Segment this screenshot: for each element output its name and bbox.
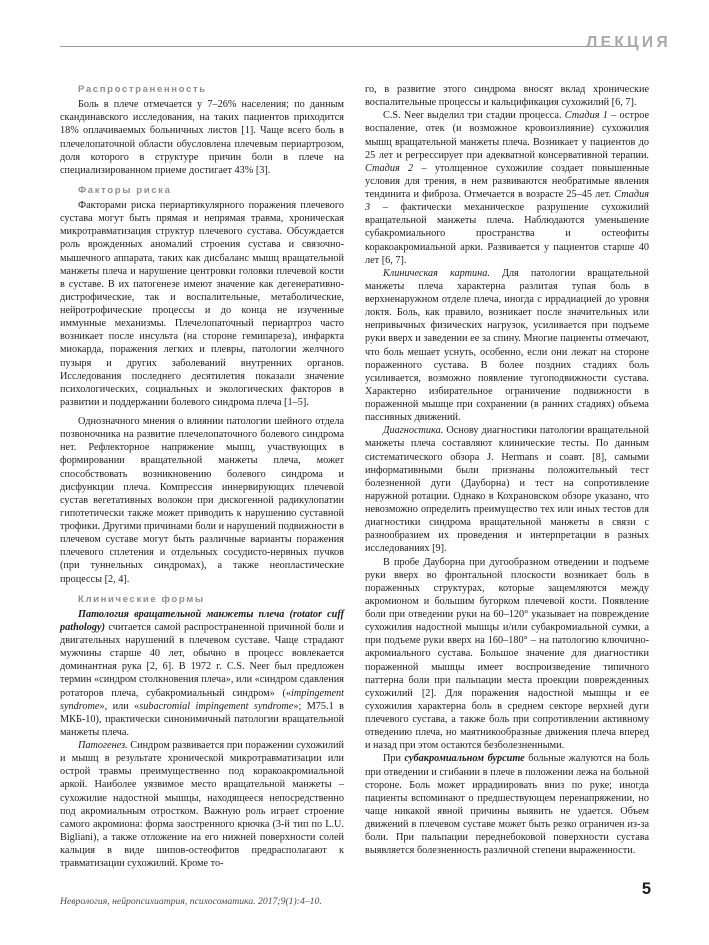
italic-term: impingement syndrome xyxy=(60,687,344,712)
paragraph xyxy=(365,752,649,857)
lead-term: субакромиальном бурсите xyxy=(404,753,525,765)
right-column xyxy=(365,83,649,857)
paragraph: го, в развитие этого синдрома вносят вклад хронические воспалительные процессы и кальцификация сухожилий [6, 7]. xyxy=(365,84,649,109)
text-run: C.S. Neer выделил три стадии процесса. xyxy=(383,110,565,122)
italic-term: subacromial impingement syndrome xyxy=(139,700,294,712)
text-run: Для патологии вращательной манжеты плеча характерна разлитая тупая боль в верхненаружном отделе плеча, иногда с иррадиацией до уровня локтя. Боль, как правило, возникает после значительных или непривычных физических нагрузок, усиливается при подъеме руки вверх и заведении ее за спину. Многие пациенты отмечают, что боль мешает уснуть, особенно, если они лежат на стороне пораженного сустава. В более поздних стадиях боль усиливается, возможно появление тугоподвижности сустава. Характерно избирательное ограничение подвижности в пораженной мышце при сохранении (в ранних стадиях) объема пассивных движений. xyxy=(365,267,649,424)
stage-label: Стадия 3 xyxy=(365,189,649,214)
section-heading-clinical-forms: Клинические формы xyxy=(78,593,205,605)
header-rule xyxy=(60,46,639,47)
section-heading-risk-factors: Факторы риска xyxy=(78,184,172,196)
text-run: считается самой распространенной причиной боли и двигательных нарушений в плечевом суставе. Чаще страдают мужчины старше 40 лет, обычно в процесс вовлекается доминантная рука [2, 6]. В 1972 г. C.S. Neer был предложен термин «синдром столкновения плеча», или «синдром сдавления ротаторов плеча, субакромиальный синдром» (« xyxy=(60,621,344,699)
journal-citation: Неврология, нейропсихиатрия, психосоматика. 2017;9(1):4–10. xyxy=(60,896,322,907)
text-run: », или « xyxy=(99,700,140,712)
section-label: ЛЕКЦИЯ xyxy=(586,34,671,51)
text-run: Синдром развивается при поражении сухожилий и мышц в результате хронической микротравматизации или острой травмы преимущественно под коракоакромиальной аркой. Наиболее уязвимое место вращательной манжеты – сухожилие надостной мышцы, находящееся непосредственно под акромиальным отростком. Важную роль играет строение самого акромиона: форма заостренного крючка (3-й тип по L.U. Bigliani), а также отложение на его нижней поверхности солей кальция в виде шипов-остеофитов предрасполагают к травматизации сухожилий. Кроме то- xyxy=(60,740,344,870)
text-run: При xyxy=(383,753,405,765)
subheading-pathogenesis: Патогенез. xyxy=(78,740,128,751)
text-run: – фактически механическое разрушение сухожилий вращательной манжеты плеча. Наблюдаются уменьшение субакромиального пространства и остеофиты коракоакромиальной арки. Развивается у пациентов старше 40 лет [6, 7]. xyxy=(365,202,649,266)
paragraph: Однозначного мнения о влиянии патологии шейного отдела позвоночника на развитие плечелопаточного болевого синдрома нет. Рефлекторное напряжение мышц, участвующих в формировании вращательной манжеты плеча, может способствовать возникновению болевого синдрома и дисфункции плеча. Компрессия иннервирующих плечевой сустав вегетативных волокон при дискогенной радикулопатии гипотетически также может приводить к нарушению суставной трофики. Другими причинами боли и нарушений подвижности в плечевом суставе могут быть различные варианты поражения плечевого сплетения и отдельных сосудисто-нервных пучков (при туннельных синдромах), а также неопластические процессы [2, 4]. xyxy=(60,416,344,585)
paragraph xyxy=(365,267,649,425)
page-number: 5 xyxy=(641,880,651,898)
paragraph: Факторами риска периартикулярного поражения плечевого сустава могут быть прямая и непрямая травма, хроническая микротравматизация структур плечевого сустава. Обсуждается роль врожденных аномалий строения сустава и связочно-мышечного аппарата, таких как дисбаланс мышц вращательной манжеты плеча и нарушение центровки головки плечевой кости в суставе. В их патогенезе имеют значение как дегенеративно-дистрофические, так и воспалительные, метаболические, нейротрофические процессы и до конца не изученные иммунные механизмы. Плечелопаточный периартроз часто возникает после инсульта (на стороне гемипареза), инфаркта миокарда, поражения легких и плевры, патологии желчного пузыря и других заболеваний внутренних органов. Исследования последнего десятилетия показали значение психологических, социальных и экологических факторов в развитии и поддержании болевого синдрома плеча [1–5]. xyxy=(60,200,344,408)
text-run: »; M75.1 в МКБ-10), практически синонимичный патологии вращательной манжеты плеча. xyxy=(60,700,344,738)
text-run: – утолщенное сухожилие создает повышенные условия для трения, в нем развиваются необратимые явления тендинита и фиброза. Отмечается в возрасте 25–45 лет. xyxy=(365,162,649,200)
subheading-diagnostics: Диагностика. xyxy=(383,425,444,437)
section-heading-prevalence: Распространенность xyxy=(78,84,207,95)
paragraph xyxy=(60,608,344,739)
stage-label: Стадия 2 xyxy=(365,162,414,174)
text-run: больные жалуются на боль при отведении и сгибании в плече в положении лежа на больной стороне. Боль может иррадиировать вниз по руке; иногда пациенты вспоминают о предшествующем перенапряжении, но чаще никакой явной причины выявить не удается. Объем движений в плечевом суставе может быть резко ограничен из-за боли. При пальпации переднебоковой поверхности сустава выявляется болезненность различной степени выраженности. xyxy=(365,753,649,857)
paragraph xyxy=(60,739,344,870)
left-column xyxy=(60,83,344,870)
paragraph xyxy=(365,424,649,555)
lead-term: Патология вращательной манжеты плеча (rotator cuff pathology) xyxy=(60,608,344,633)
stage-label: Стадия 1 xyxy=(564,110,608,122)
paragraph xyxy=(365,109,649,267)
text-run: Основу диагностики патологии вращательной манжеты плеча составляют клинические тесты. По данным систематического обзора J. Hermans и соавт. [8], самыми информативными были признаны положительный тест болезненной дуги (Дауборна) и тест на сопротивление наружной ротации. Однако в Кохрановском обзоре указано, что невозможно определить преимущество тех или иных тестов для диагностики синдрома вращательной манжеты в связи с разнообразием их проведения и интерпретации в разных исследованиях [9]. xyxy=(365,425,649,555)
paragraph: В пробе Дауборна при дугообразном отведении и подъеме руки вверх во фронтальной плоскости возникает боль в пораженных структурах, которые защемляются между акромионом и большим бугорком плечевой кости. Появление боли при отведении руки на 60–120° указывает на повреждение сухожилия надостной мышцы и/или субакромиальной сумки, а при подъеме руки вверх на 160–180° – на патологию ключично-акромиального сустава. Большое значение для диагностики пораженной мышцы имеет воспроизведение типичного паттерна боли при пальпации места проекции поврежденных сухожилий [2]. Для поражения надостной мышцы и ее сухожилия характерна боль в среднем секторе верхней дуги плечевого сустава, а также боль при сопротивлении активному отведению плеча, но маятникообразные движения плеча вперед и назад при этом остаются безболезненными. xyxy=(365,556,649,752)
subheading-clinical-picture: Клиническая картина. xyxy=(383,267,490,279)
text-run: – острое воспаление, отек (и возможное кровоизлияние) сухожилия мышц вращательной манжеты плеча. Возникает у пациентов до 25 лет и регрессирует при адекватной консервативной терапии. xyxy=(365,110,649,161)
paragraph: Боль в плече отмечается у 7–26% населения; по данным скандинавского исследования, на таких пациентов приходится 18% оплачиваемых больничных листов [1]. Чаще всего боль в плечелопаточной области обусловлена плечевым периартрозом, доля которого в структуре причин боли в плече на специализированном приеме достигает 43% [3]. xyxy=(60,99,344,176)
